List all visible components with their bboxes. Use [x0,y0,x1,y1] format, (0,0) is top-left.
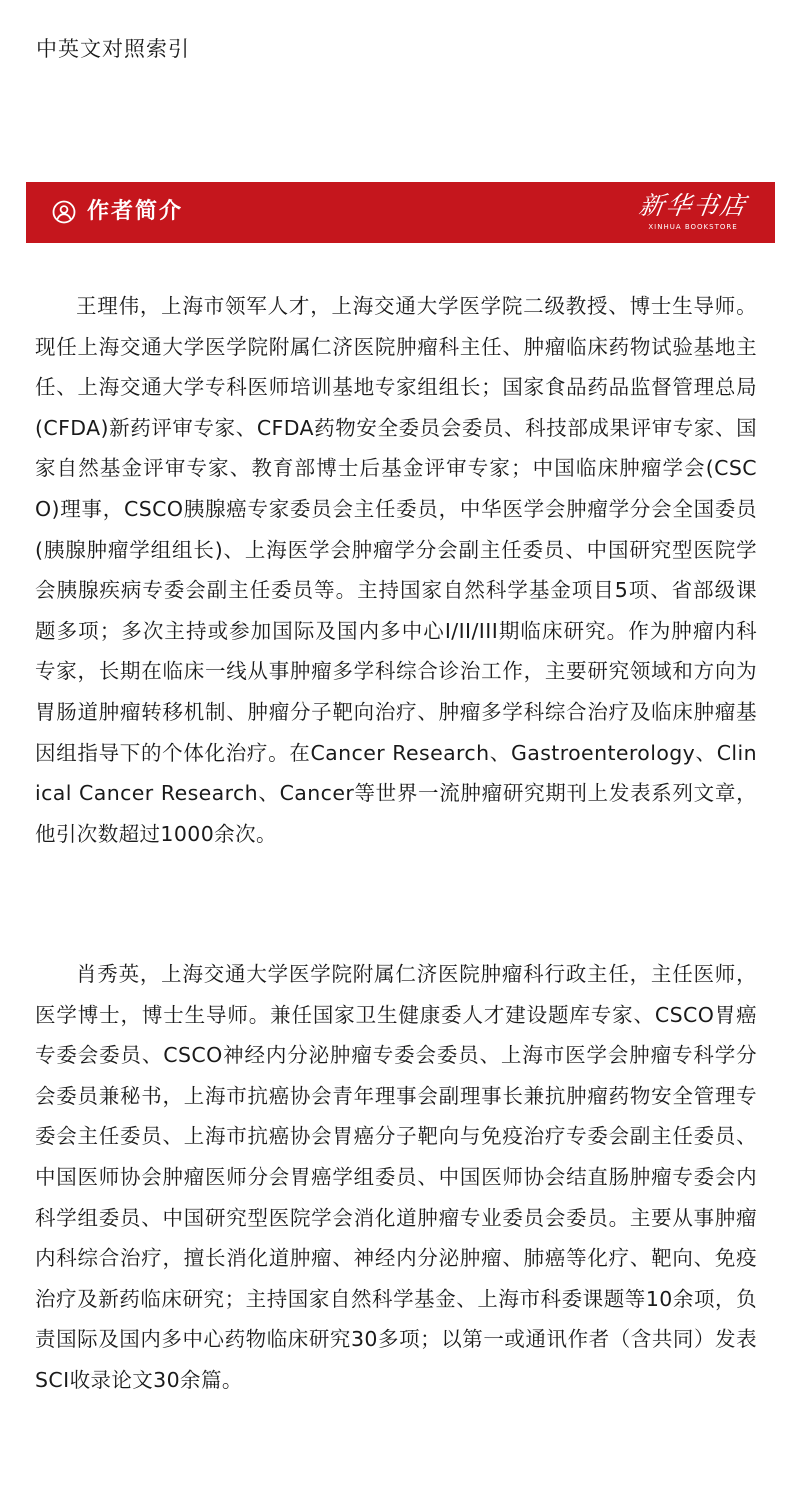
section-title: 作者简介 [87,199,184,224]
author-bio-paragraph: 肖秀英，上海交通大学医学院附属仁济医院肿瘤科行政主任，主任医师，医学博士，博士生导师。兼任国家卫生健康委人才建设题库专家、CSCO胃癌专委会委员、CSCO神经内分泌肿瘤专委会委员、上海市医学会肿瘤专科学分会委员兼秘书，上海市抗癌协会青年理事会副理事长兼抗肿瘤药物安全管理专委会主任委员、上海市抗癌协会胃癌分子靶向与免疫治疗专委会副主任委员、中国医师协会肿瘤医师分会胃癌学组委员、中国医师协会结直肠肿瘤专委会内科学组委员、中国研究型医院学会消化道肿瘤专业委员会委员。主要从事肿瘤内科综合治疗，擅长消化道肿瘤、神经内分泌肿瘤、肺癌等化疗、靶向、免疫治疗及新药临床研究；主持国家自然科学基金、上海市科委课题等10余项，负责国际及国内多中心药物临床研究30多项；以第一或通讯作者（含共同）发表SCI收录论文30余篇。 [35,962,757,1392]
author-bio-paragraph: 王理伟，上海市领军人才，上海交通大学医学院二级教授、博士生导师。现任上海交通大学医学院附属仁济医院肿瘤科主任、肿瘤临床药物试验基地主任、上海交通大学专科医师培训基地专家组组长；国家食品药品监督管理总局(CFDA)新药评审专家、CFDA药物安全委员会委员、科技部成果评审专家、国家自然基金评审专家、教育部博士后基金评审专家；中国临床肿瘤学会(CSCO)理事，CSCO胰腺癌专家委员会主任委员，中华医学会肿瘤学分会全国委员(胰腺肿瘤学组组长)、上海医学会肿瘤学分会副主任委员、中国研究型医院学会胰腺疾病专委会副主任委员等。主持国家自然科学基金项目5项、省部级课题多项；多次主持或参加国际及国内多中心I/II/III期临床研究。作为肿瘤内科专家，长期在临床一线从事肿瘤多学科综合诊治工作，主要研究领域和方向为胃肠道肿瘤转移机制、肿瘤分子靶向治疗、肿瘤多学科综合治疗及临床肿瘤基因组指导下的个体化治疗。在Cancer Research、Gastroenterology、Clinical Cancer Research、Cancer等世界一流肿瘤研究期刊上发表系列文章，他引次数超过1000余次。 [35,294,757,846]
section-banner [26,182,775,243]
index-title: 中英文对照索引 [36,37,190,61]
brand-name-en: XINHUA BOOKSTORE [648,223,738,231]
user-circle-icon [52,200,76,224]
brand-name-cn: 新华书店 [637,191,750,220]
xinhua-bookstore-logo [637,190,750,236]
